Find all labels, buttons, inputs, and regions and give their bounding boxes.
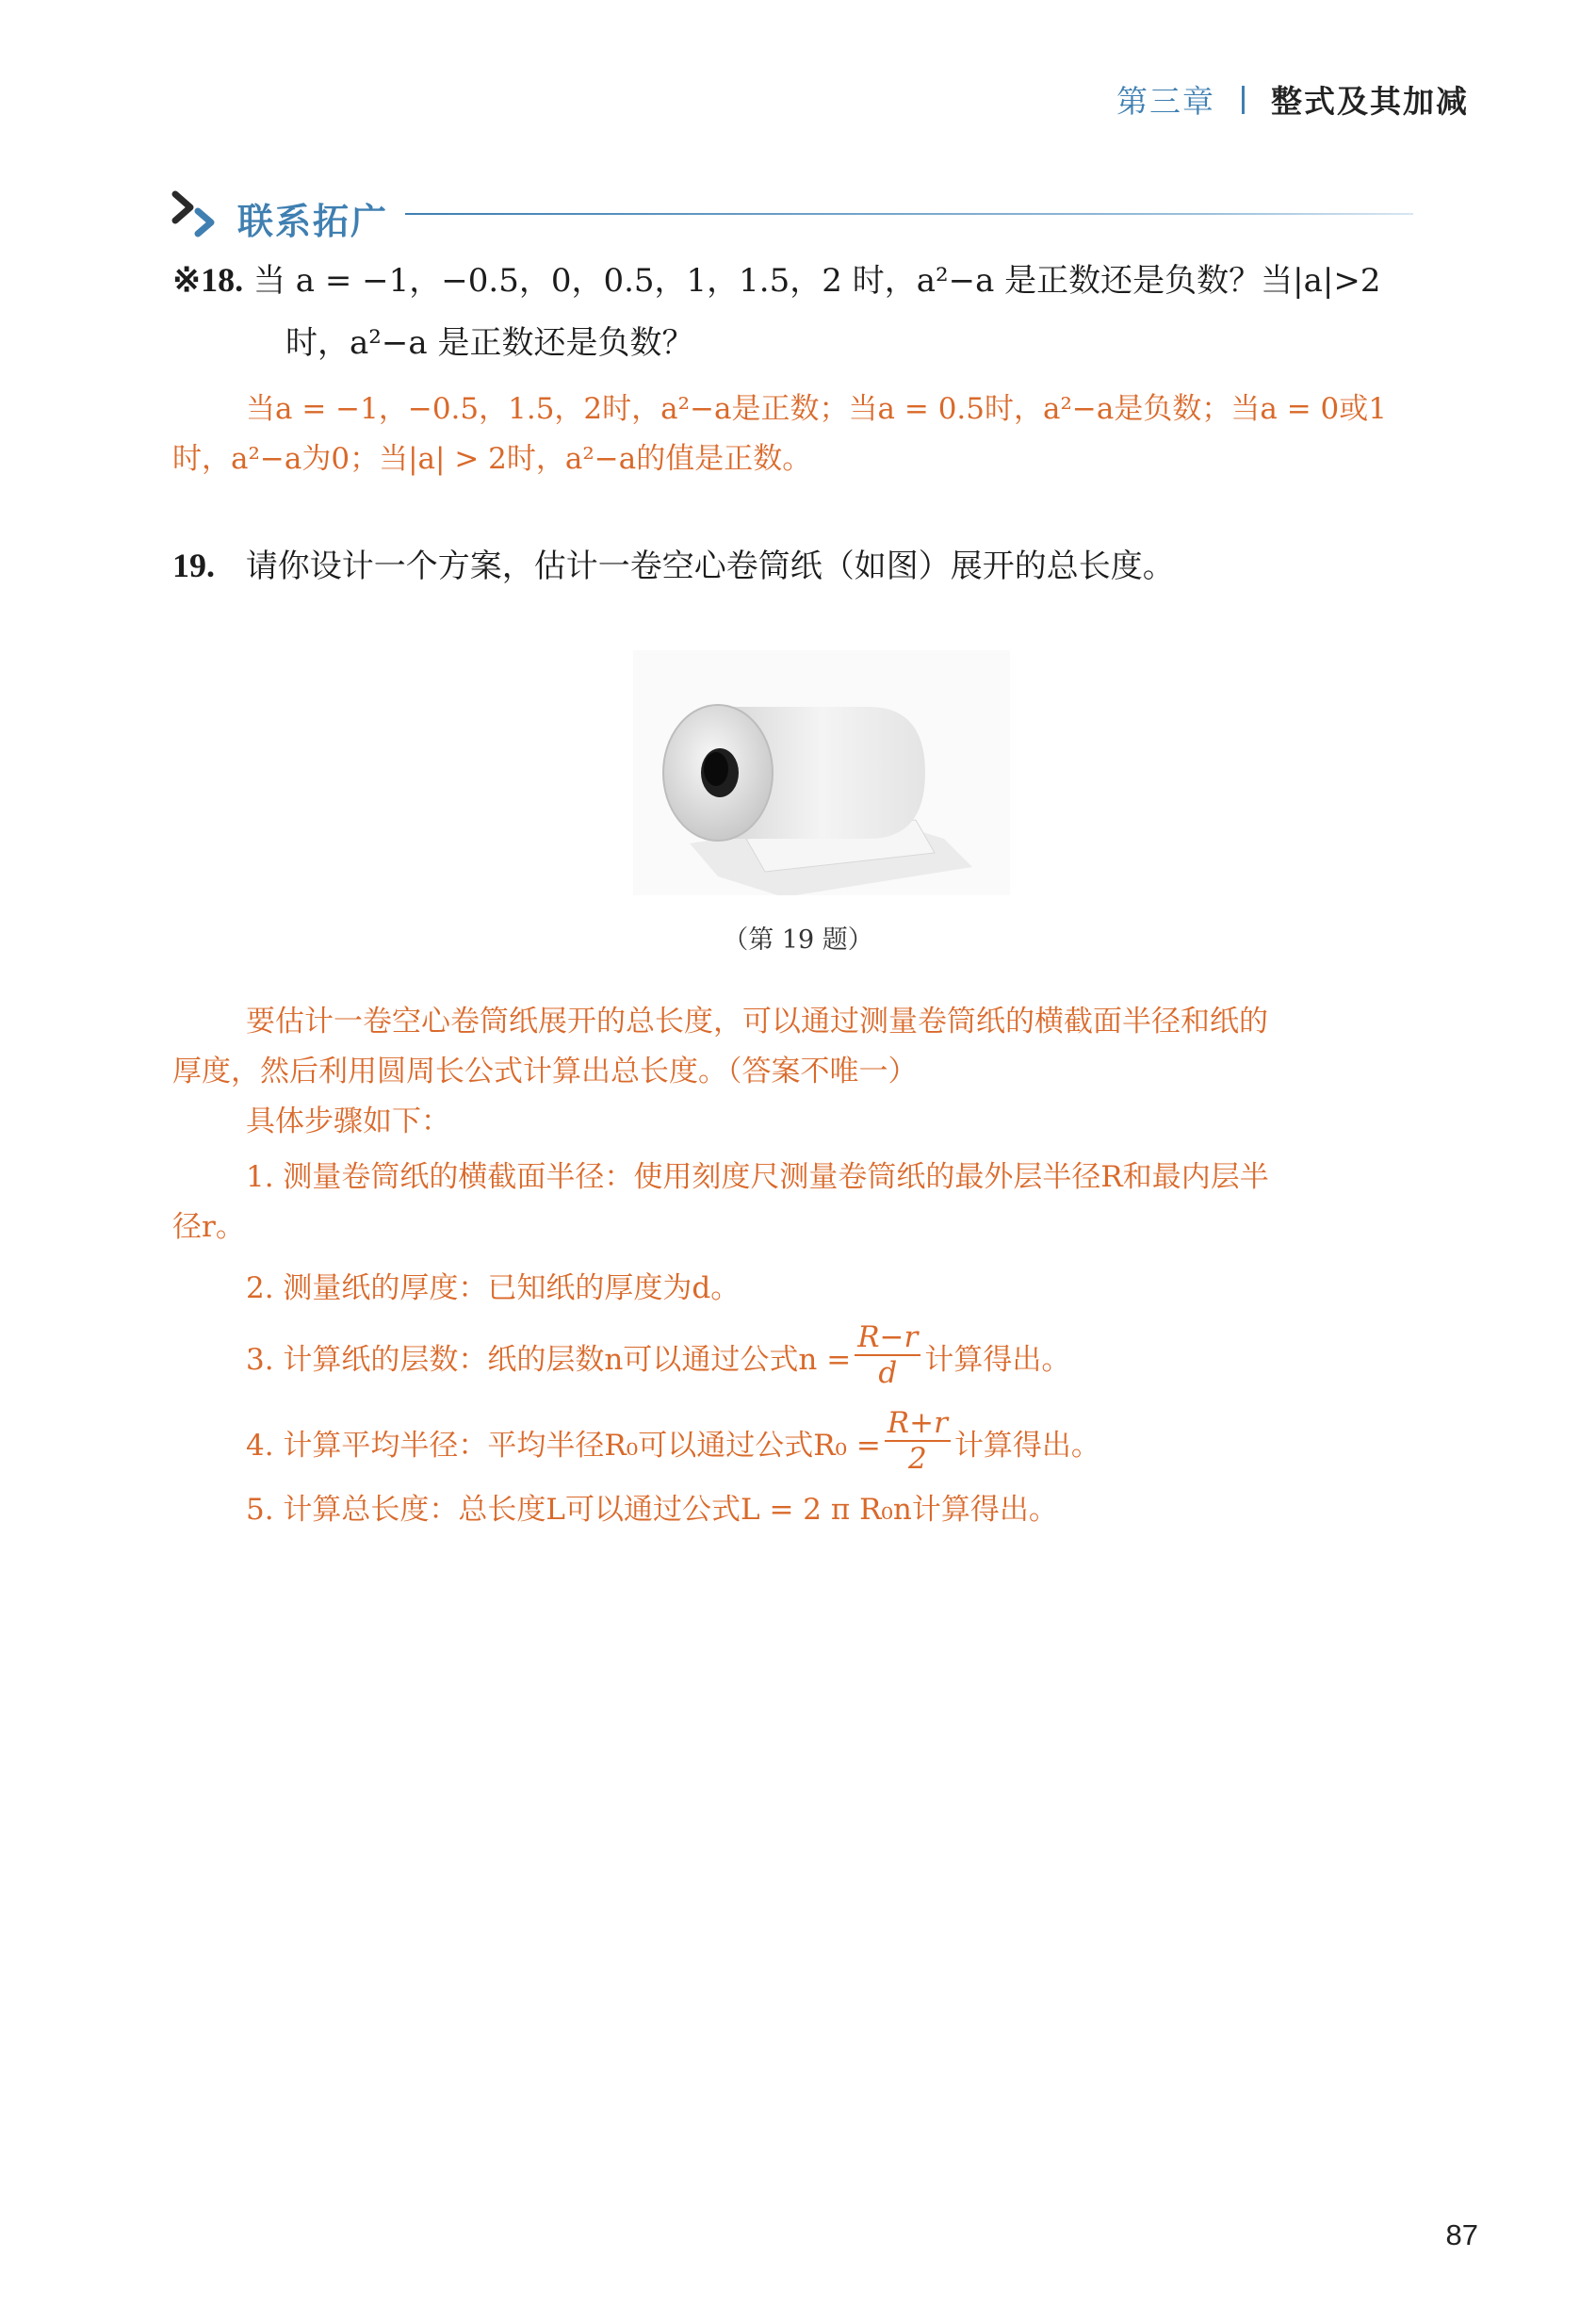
chapter-title: 整式及其加减 [1271, 83, 1469, 120]
step-1: 1. 测量卷筒纸的横截面半径：使用刻度尺测量卷筒纸的最外层半径R和最内层半 [246, 1160, 1269, 1194]
running-header [1116, 77, 1469, 122]
figure-caption: （第 19 题） [723, 925, 873, 955]
question-number: 19. [172, 547, 215, 584]
section-rule [405, 213, 1413, 215]
answer-line: 时，a²−a为0；当|a| > 2时，a²−a的值是正数。 [172, 442, 812, 476]
step-3-text-end: 计算得出。 [924, 1343, 1071, 1377]
step-4-text: 4. 计算平均半径：平均半径R₀可以通过公式R₀ = [246, 1429, 881, 1463]
fraction-denominator: 2 [908, 1442, 927, 1476]
page-number: 87 [1445, 2218, 1478, 2251]
step-3 [172, 1320, 1473, 1394]
step-3-text: 3. 计算纸的层数：纸的层数n可以通过公式n = [246, 1343, 852, 1377]
chapter-label: 第三章 [1116, 83, 1215, 120]
answer-line: 当a = −1，−0.5，1.5，2时，a²−a是正数；当a = 0.5时，a²−a是负数；当a = 0或1 [246, 392, 1387, 426]
answer-line: 要估计一卷空心卷筒纸展开的总长度，可以通过测量卷筒纸的横截面半径和纸的 [246, 1005, 1268, 1039]
question-number: ※18. [172, 261, 244, 299]
question-text-line: 当 a = −1，−0.5，0，0.5，1，1.5，2 时，a²−a 是正数还是负数？当|a|>2 [252, 262, 1381, 300]
answer-line: 厚度，然后利用圆周长公式计算出总长度。（答案不唯一） [172, 1055, 918, 1088]
question-text-line: 时，a²−a 是正数还是负数？ [285, 324, 694, 362]
fraction-numerator: R+r [885, 1409, 951, 1442]
step-4-text-end: 计算得出。 [953, 1429, 1100, 1463]
step-5: 5. 计算总长度：总长度L可以通过公式L = 2 π R₀n计算得出。 [246, 1493, 1058, 1527]
fraction-numerator: R−r [855, 1323, 920, 1356]
steps-title: 具体步骤如下： [246, 1104, 450, 1138]
section-title: 联系拓广 [237, 201, 389, 242]
step-1-cont: 径r。 [172, 1210, 245, 1244]
question-19 [172, 542, 1473, 590]
fraction-mean-radius [885, 1406, 951, 1476]
question-18 [172, 256, 1473, 367]
question-text: 请你设计一个方案，估计一卷空心卷筒纸（如图）展开的总长度。 [245, 548, 1175, 585]
answer-18 [172, 384, 1473, 484]
header-divider [1242, 86, 1245, 114]
paper-roll-illustration [633, 650, 1010, 895]
step-2: 2. 测量纸的厚度：已知纸的厚度为d。 [246, 1271, 741, 1305]
fraction-denominator: d [878, 1356, 898, 1390]
paper-roll-figure [633, 650, 1010, 895]
answer-19 [172, 997, 1473, 1535]
step-4 [172, 1406, 1473, 1480]
double-chevron-icon [170, 188, 226, 245]
fraction-layers [855, 1320, 920, 1390]
section-heading [170, 188, 1413, 245]
